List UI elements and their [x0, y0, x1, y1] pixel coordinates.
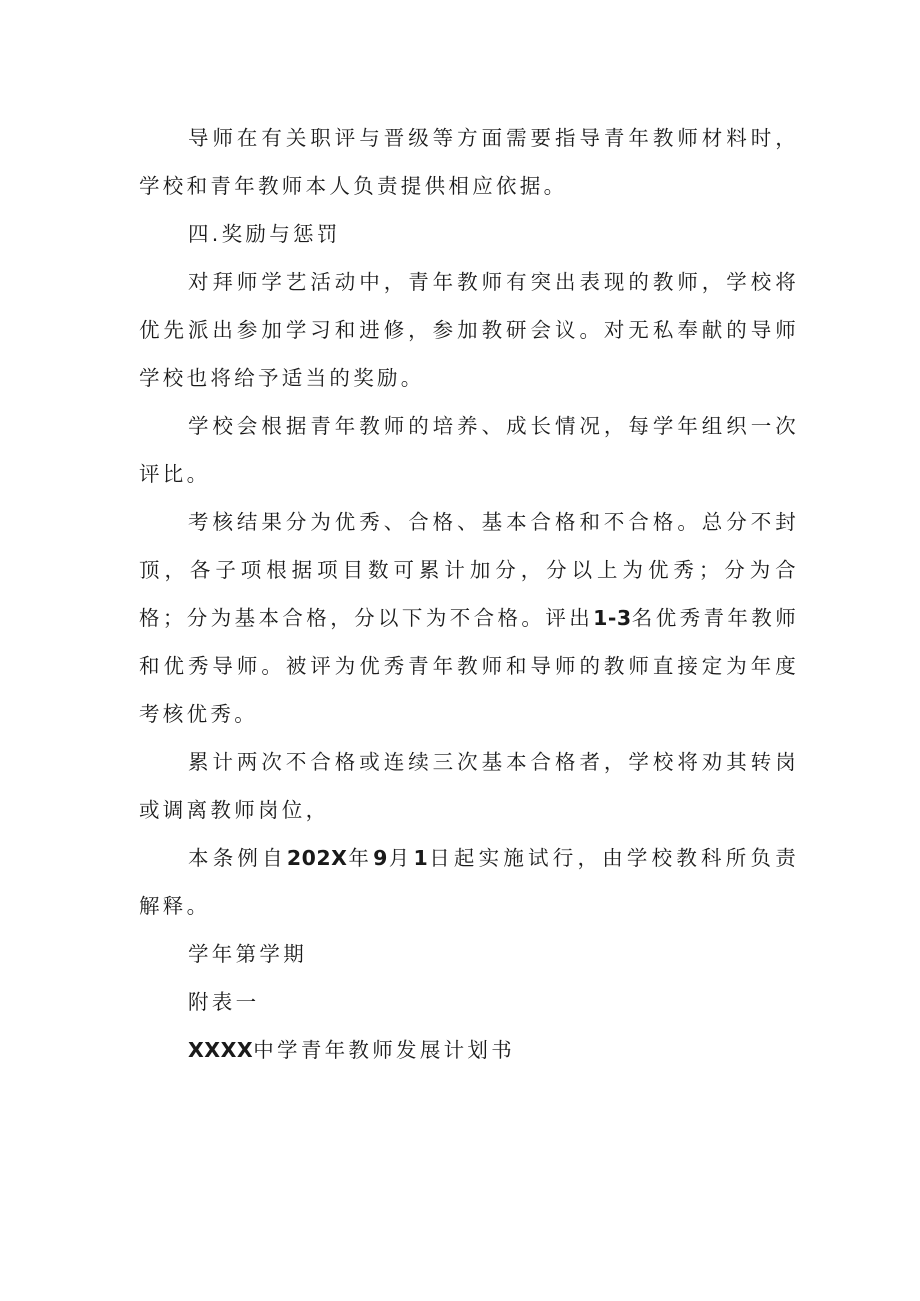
paragraph-text: 年 [347, 846, 374, 870]
paragraph-text: 中学青年教师发展计划书 [253, 1038, 516, 1062]
paragraph-effective-date [139, 834, 799, 930]
paragraph-text: 月 [387, 846, 414, 870]
paragraph-bold-year: 202X [286, 846, 348, 870]
paragraph-assessment-results [139, 498, 799, 738]
paragraph-text: 学校会根据青年教师的培养、成长情况，每学年组织一次评比。 [139, 414, 799, 486]
paragraph-text: 附表一 [188, 990, 260, 1014]
paragraph-evaluation [139, 402, 799, 498]
paragraph-text: 累计两次不合格或连续三次基本合格者，学校将劝其转岗或调离教师岗位， [139, 750, 799, 822]
paragraph-bold-number: 1-3 [593, 606, 632, 630]
paragraph-text: 考核结果分为优秀、合格、基本合格和不合格。总分不封顶，各子项根据项目数可累计加分，分以上为优秀；分为合格；分为基本合格，分以下为不合格。评出 [139, 510, 799, 630]
paragraph-text: 导师在有关职评与晋级等方面需要指导青年教师材料时，学校和青年教师本人负责提供相应依据。 [139, 126, 799, 198]
section-heading-rewards-penalties [139, 210, 799, 258]
paragraph-text: 日起实施试行，由学校教科所负责解释。 [139, 846, 799, 918]
paragraph-semester [139, 930, 799, 978]
paragraph-plan-title [139, 1026, 799, 1074]
paragraph-text: 对拜师学艺活动中，青年教师有突出表现的教师，学校将优先派出参加学习和进修，参加教研会议。对无私奉献的导师学校也将给予适当的奖励。 [139, 270, 799, 390]
document-body [139, 114, 799, 1074]
paragraph-text: 名优秀青年教师和优秀导师。被评为优秀青年教师和导师的教师直接定为年度考核优秀。 [139, 606, 799, 726]
paragraph-text: 学年第学期 [188, 942, 307, 966]
paragraph-bold-day: 1 [413, 846, 429, 870]
paragraph-bold-month: 9 [373, 846, 388, 870]
section-heading-text: 四.奖励与惩罚 [188, 222, 341, 246]
paragraph-appendix-label [139, 978, 799, 1026]
paragraph-penalties [139, 738, 799, 834]
paragraph-bold-school-name: XXXX [188, 1038, 254, 1062]
paragraph-text: 本条例自 [188, 846, 287, 870]
paragraph-rewards [139, 258, 799, 402]
paragraph-mentor-materials [139, 114, 799, 210]
